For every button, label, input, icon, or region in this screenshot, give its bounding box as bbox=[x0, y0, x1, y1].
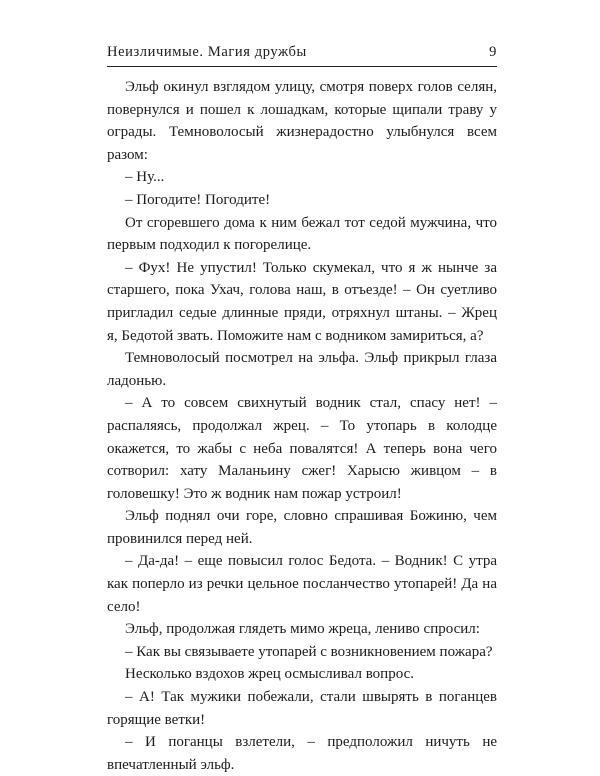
paragraph: – И поганцы взлетели, – предположил ничуть не впечатленный эльф. bbox=[107, 734, 497, 773]
paragraph: От сгоревшего дома к ним бежал тот седой мужчина, что первым подходил к погорелице. bbox=[107, 214, 497, 254]
paragraph: – А то совсем свихнутый водник стал, спасу нет! – распаляясь, продолжал жрец. – То утопарь в колодце окажется, то жабы с неба повалятся! А теперь вона чего сотворил: хату Маланьину сжег! Харысю живцом – в головешку! Это ж водник нам пожар устроил! bbox=[107, 395, 497, 502]
paragraph: Несколько вздохов жрец осмысливал вопрос. bbox=[125, 666, 414, 683]
paragraph: Эльф окинул взглядом улицу, смотря поверх голов селян, повернулся и пошел к лошадкам, которые щипали траву у ограды. Темноволосый жизнерадостно улыбнулся всем разом: bbox=[107, 79, 497, 163]
book-title: Неизличимые. Магия дружбы bbox=[107, 44, 307, 60]
paragraph: – Как вы связываете утопарей с возникновением пожара? bbox=[125, 643, 493, 660]
running-header bbox=[107, 44, 497, 64]
paragraph: – Фух! Не упустил! Только скумекал, что я ж нынче за старшего, пока Ухач, голова наш, в отъезде! – Он суетливо пригладил седые длинные пряди, отряхнул штаны. – Жрец я, Бедотой звать. Поможите нам с водником замириться, а? bbox=[107, 259, 497, 344]
paragraph: – Да-да! – еще повысил голос Бедота. – Водник! С утра как поперло из речки цельное посланчество утопарей! Да на село! bbox=[107, 553, 497, 615]
body-text bbox=[107, 76, 497, 776]
paragraph: – А! Так мужики побежали, стали швырять в поганцев горящие ветки! bbox=[107, 689, 497, 728]
paragraph: Эльф, продолжая глядеть мимо жреца, лениво спросил: bbox=[125, 621, 480, 638]
paragraph: Темноволосый посмотрел на эльфа. Эльф прикрыл глаза ладонью. bbox=[107, 350, 497, 389]
header-rule bbox=[107, 66, 497, 67]
paragraph: Эльф поднял очи горе, словно спрашивая Божиню, чем провинился перед ней. bbox=[107, 508, 497, 547]
paragraph: – Погодите! Погодите! bbox=[125, 191, 271, 208]
paragraph: – Ну... bbox=[125, 169, 165, 186]
page-number: 9 bbox=[489, 44, 497, 60]
